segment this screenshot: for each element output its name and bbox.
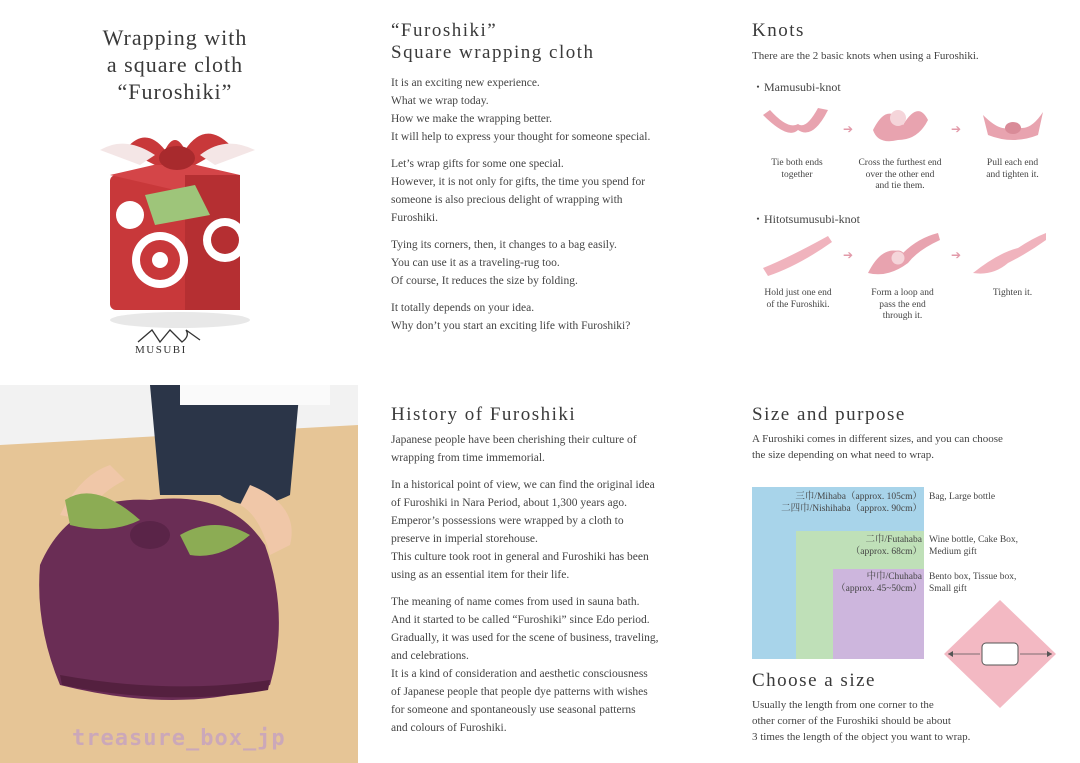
text-line: A Furoshiki comes in different sizes, and you can choose [752, 433, 1003, 445]
text-line: The meaning of name comes from used in sauna bath. [391, 596, 640, 608]
knots-title: Knots [752, 20, 805, 41]
text-line: It will help to express your thought for someone special. [391, 131, 651, 143]
size-label-futahaba [851, 534, 922, 558]
text-line: In a historical point of view, we can find the original idea [391, 479, 655, 491]
wrapping-photo [0, 385, 358, 763]
arrow-right-icon: ➔ [951, 122, 962, 136]
knot-step-caption [752, 158, 842, 181]
cover-title [60, 24, 290, 105]
sizes-title: Size and purpose [752, 404, 906, 425]
text-line: Small gift [929, 584, 967, 594]
text-line: through it. [882, 311, 923, 321]
size-purpose-chuhaba [929, 571, 1016, 595]
intro-body [391, 74, 711, 344]
furoshiki-diamond-diagram [942, 598, 1058, 710]
text-line: Of course, It reduces the size by folding. [391, 275, 578, 287]
choose-body [752, 697, 970, 745]
text-line: Usually the length from one corner to the [752, 699, 934, 711]
text-line: Wine bottle, Cake Box, [929, 535, 1019, 545]
text-line: together [781, 169, 813, 180]
brand-name: MUSUBI [135, 344, 187, 356]
text-line: the size depending on what need to wrap. [752, 449, 935, 461]
intro-paragraph [391, 299, 711, 335]
text-line: Bag, Large bottle [929, 492, 996, 502]
mamusubi-label: ・Mamusubi-knot [752, 80, 841, 94]
text-line: over the other end [865, 169, 935, 180]
cover-title-line: a square cloth [106, 52, 244, 77]
hitotsumusubi-label: ・Hitotsumusubi-knot [752, 212, 861, 226]
text-line: Let’s wrap gifts for some one special. [391, 158, 564, 170]
text-line: wrapping from time immemorial. [391, 452, 545, 464]
text-line: Gradually, it was used for the scene of business, traveling, [391, 632, 659, 644]
text-line: You can use it as a traveling-rug too. [391, 257, 560, 269]
arrow-right-icon: ➔ [843, 248, 854, 262]
text-line: 二巾/Futahaba [865, 535, 922, 545]
text-line: using as an essential item for their life. [391, 569, 570, 581]
text-line: and celebrations. [391, 650, 469, 662]
choose-title: Choose a size [752, 670, 876, 691]
knot-step-caption [850, 288, 955, 323]
text-line: 二四巾/Nishihaba（approx. 90cm） [781, 504, 922, 514]
size-purpose-futahaba [929, 534, 1018, 558]
text-line: Tying its corners, then, it changes to a bag easily. [391, 239, 617, 251]
history-paragraph [391, 431, 711, 467]
size-label-mihaba [781, 491, 922, 515]
text-line: How we make the wrapping better. [391, 113, 552, 125]
text-line: （approx. 68cm） [850, 547, 922, 557]
text-line: Medium gift [929, 547, 977, 557]
text-line: However, it is not only for gifts, the time you spend for [391, 176, 646, 188]
text-line: This culture took root in general and Furoshiki has been [391, 551, 649, 563]
knot-step-caption [845, 158, 955, 193]
text-line: It totally depends on your idea. [391, 302, 535, 314]
text-line: 3 times the length of the object you want to wrap. [752, 731, 971, 743]
knot-step-caption [970, 158, 1055, 181]
knots-intro: There are the 2 basic knots when using a Furoshiki. [752, 50, 979, 62]
text-line: and tie them. [875, 181, 925, 191]
text-line: and colours of Furoshiki. [391, 722, 507, 734]
text-line: other corner of the Furoshiki should be about [752, 715, 951, 727]
text-line: Form a loop and [871, 288, 934, 298]
text-line: 中巾/Chuhaba [866, 572, 922, 582]
size-purpose-mihaba [929, 491, 995, 503]
text-line: Furoshiki. [391, 212, 438, 224]
text-line: Why don’t you start an exciting life with Furoshiki? [391, 320, 631, 332]
hitotsumusubi-steps-illustration [758, 228, 1048, 283]
intro-paragraph [391, 236, 711, 290]
text-line: Bento box, Tissue box, [929, 572, 1017, 582]
text-line: （approx. 45~50cm） [836, 584, 922, 594]
wrapped-gift-illustration [85, 120, 270, 330]
knot-step-caption [752, 288, 844, 311]
text-line: of Japanese people that people dye patterns with wishes [391, 686, 648, 698]
intro-paragraph [391, 155, 711, 227]
text-line: and tighten it. [986, 169, 1039, 180]
cover-title-line: Wrapping with [102, 25, 248, 50]
intro-title-line: Square wrapping cloth [391, 42, 595, 63]
text-line: It is a kind of consideration and aesthetic consciousness [391, 668, 648, 680]
text-line: 三巾/Mihaba（approx. 105cm） [795, 492, 922, 502]
text-line: Tie both ends [771, 158, 823, 168]
text-line: preserve in imperial storehouse. [391, 533, 538, 545]
size-diagram [752, 487, 924, 659]
intro-title [391, 20, 595, 64]
sizes-intro [752, 431, 1003, 463]
text-line: Pull each end [986, 158, 1039, 168]
text-line: of the Furoshiki. [766, 299, 830, 310]
text-line: What we wrap today. [391, 95, 489, 107]
knot-step-caption [975, 288, 1050, 300]
text-line: It is an exciting new experience. [391, 77, 540, 89]
arrow-right-icon: ➔ [843, 122, 854, 136]
size-label-chuhaba [836, 571, 922, 595]
text-line: pass the end [879, 299, 926, 310]
text-line: Tighten it. [992, 288, 1033, 298]
text-line: someone is also precious delight of wrapping with [391, 194, 623, 206]
arrow-right-icon: ➔ [951, 248, 962, 262]
mamusubi-steps-illustration [758, 100, 1048, 155]
watermark-text: treasure_box_jp [72, 726, 286, 751]
text-line: Japanese people have been cherishing their culture of [391, 434, 637, 446]
intro-paragraph [391, 74, 711, 146]
history-paragraph [391, 476, 711, 584]
text-line: for someone and spontaneously use seasonal patterns [391, 704, 636, 716]
history-body [391, 431, 711, 746]
history-title: History of Furoshiki [391, 404, 577, 425]
intro-title-line: “Furoshiki” [391, 20, 498, 41]
text-line: Emperor’s possessions were wrapped by a cloth to [391, 515, 624, 527]
cover-title-line: “Furoshiki” [117, 79, 233, 104]
text-line: Hold just one end [764, 288, 832, 298]
text-line: And it started to be called “Furoshiki” since Edo period. [391, 614, 650, 626]
text-line: of Furoshiki in Nara Period, about 1,300 years ago. [391, 497, 628, 509]
text-line: Cross the furthest end [858, 158, 942, 168]
history-paragraph [391, 593, 711, 737]
